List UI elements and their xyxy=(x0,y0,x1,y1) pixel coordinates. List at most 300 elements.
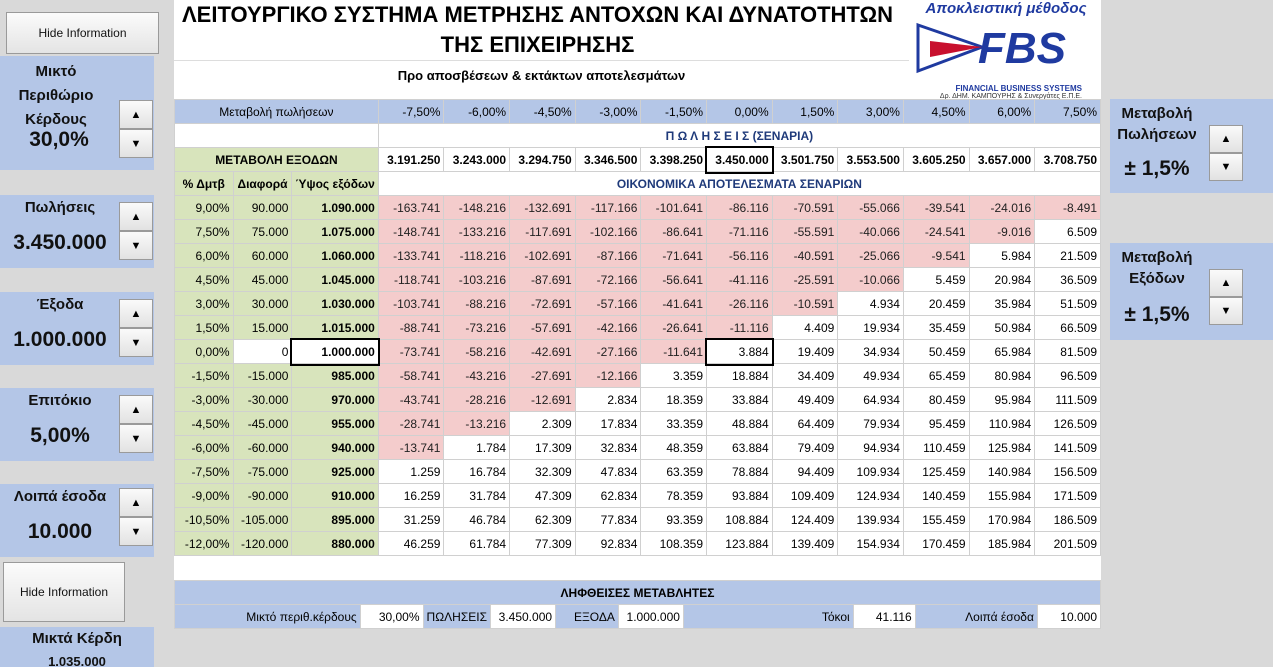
result-cell: 93.359 xyxy=(641,508,707,532)
table-row xyxy=(175,196,1101,220)
expense-change-label: ΜΕΤΑΒΟΛΗ ΕΞΟΔΩΝ xyxy=(175,148,379,172)
result-cell: -86.116 xyxy=(707,196,773,220)
result-cell: -70.591 xyxy=(772,196,838,220)
result-cell: -57.691 xyxy=(510,316,576,340)
result-cell: -25.591 xyxy=(772,268,838,292)
result-cell: -71.641 xyxy=(641,244,707,268)
expense-diff-cell: -105.000 xyxy=(233,508,292,532)
result-cell: 36.509 xyxy=(1035,268,1101,292)
expense-level-cell: 925.000 xyxy=(292,460,378,484)
expense-pct-cell: -4,50% xyxy=(175,412,234,436)
result-cell: 63.359 xyxy=(641,460,707,484)
spin-down-icon[interactable]: ▼ xyxy=(119,129,153,158)
expense-level-cell: 880.000 xyxy=(292,532,378,556)
result-cell: -27.166 xyxy=(575,340,641,364)
sales-change-panel-label: Μεταβολή Πωλήσεων xyxy=(1117,105,1197,143)
sales-scenario-value: 3.657.000 xyxy=(969,148,1035,172)
expense-level-cell: 895.000 xyxy=(292,508,378,532)
sales-assump-value: 3.450.000 xyxy=(491,605,556,629)
result-cell: 139.409 xyxy=(772,532,838,556)
result-cell: -42.166 xyxy=(575,316,641,340)
logo-company-name: FINANCIAL BUSINESS SYSTEMS xyxy=(955,84,1082,93)
sales-change-panel-value: ± 1,5% xyxy=(1124,157,1190,180)
result-cell: 4.409 xyxy=(772,316,838,340)
spin-down-icon[interactable]: ▼ xyxy=(119,328,153,357)
expense-diff-cell: 0 xyxy=(233,340,292,364)
result-cell: -9.016 xyxy=(969,220,1035,244)
gross-margin-value: 30,0% xyxy=(29,128,89,151)
table-row xyxy=(175,436,1101,460)
result-cell: 108.884 xyxy=(707,508,773,532)
spin-down-icon[interactable]: ▼ xyxy=(1209,297,1243,325)
expense-diff-cell: -45.000 xyxy=(233,412,292,436)
result-cell: 50.459 xyxy=(903,340,969,364)
result-cell: -102.166 xyxy=(575,220,641,244)
result-cell: 80.984 xyxy=(969,364,1035,388)
result-cell: -40.066 xyxy=(838,220,904,244)
result-cell: 32.834 xyxy=(575,436,641,460)
result-cell: -11.116 xyxy=(707,316,773,340)
result-cell: -73.741 xyxy=(378,340,444,364)
result-cell: 61.784 xyxy=(444,532,510,556)
result-cell: 49.409 xyxy=(772,388,838,412)
other-income-value: 10.000 xyxy=(27,520,93,543)
expense-level-cell: 1.015.000 xyxy=(292,316,378,340)
title-line-2: ΤΗΣ ΕΠΙΧΕΙΡΗΣΗΣ xyxy=(440,32,635,57)
table-row xyxy=(175,220,1101,244)
title-line-1: ΛΕΙΤΟΥΡΓΙΚΟ ΣΥΣΤΗΜΑ ΜΕΤΡΗΣΗΣ ΑΝΤΟΧΩΝ ΚΑΙ ΔΥΝΑΤΟΤΗΤΩΝ xyxy=(181,2,893,27)
expense-pct-cell: -3,00% xyxy=(175,388,234,412)
result-cell: 79.934 xyxy=(838,412,904,436)
result-cell: 5.459 xyxy=(903,268,969,292)
result-cell: 35.459 xyxy=(903,316,969,340)
sales-scenario-value: 3.294.750 xyxy=(510,148,576,172)
table-row xyxy=(175,244,1101,268)
expense-pct-cell: -1,50% xyxy=(175,364,234,388)
expense-pct-cell: 1,50% xyxy=(175,316,234,340)
result-cell: 64.409 xyxy=(772,412,838,436)
result-cell: 66.509 xyxy=(1035,316,1101,340)
expense-diff-cell: 90.000 xyxy=(233,196,292,220)
sales-change-cell: -6,00% xyxy=(444,100,510,124)
result-cell: 94.934 xyxy=(838,436,904,460)
result-cell: -86.641 xyxy=(641,220,707,244)
result-cell: -117.691 xyxy=(510,220,576,244)
spin-up-icon[interactable]: ▲ xyxy=(119,488,153,517)
table-row xyxy=(175,484,1101,508)
result-cell: 155.459 xyxy=(903,508,969,532)
pct-change-header: % Δμτβ xyxy=(175,172,234,196)
results-label: ΟΙΚΟΝΟΜΙΚΑ ΑΠΟΤΕΛΕΣΜΑΤΑ ΣΕΝΑΡΙΩΝ xyxy=(378,172,1100,196)
expense-pct-cell: 0,00% xyxy=(175,340,234,364)
gm-label: Μικτό περιθ.κέρδους xyxy=(175,605,361,629)
result-cell: 32.309 xyxy=(510,460,576,484)
result-cell: -132.691 xyxy=(510,196,576,220)
sales-value: 3.450.000 xyxy=(13,231,107,254)
expense-level-cell: 1.000.000 xyxy=(292,340,378,364)
result-cell: 185.984 xyxy=(969,532,1035,556)
result-cell: -40.591 xyxy=(772,244,838,268)
spin-down-icon[interactable]: ▼ xyxy=(119,517,153,546)
expense-diff-cell: 60.000 xyxy=(233,244,292,268)
gross-profit-value: 1.035.000 xyxy=(48,654,106,667)
result-cell: -118.216 xyxy=(444,244,510,268)
expense-level-cell: 970.000 xyxy=(292,388,378,412)
spin-up-icon[interactable]: ▲ xyxy=(119,395,153,424)
result-cell: 2.834 xyxy=(575,388,641,412)
result-cell: 93.884 xyxy=(707,484,773,508)
expenses-label: Έξοδα xyxy=(36,296,84,313)
spin-down-icon[interactable]: ▼ xyxy=(119,231,153,260)
sales-change-cell: 0,00% xyxy=(707,100,773,124)
result-cell: 17.309 xyxy=(510,436,576,460)
result-cell: -55.591 xyxy=(772,220,838,244)
result-cell: -8.491 xyxy=(1035,196,1101,220)
result-cell: -28.741 xyxy=(378,412,444,436)
sales-scenario-value: 3.346.500 xyxy=(575,148,641,172)
result-cell: 78.359 xyxy=(641,484,707,508)
expense-diff-cell: -120.000 xyxy=(233,532,292,556)
result-cell: 34.934 xyxy=(838,340,904,364)
result-cell: -87.691 xyxy=(510,268,576,292)
result-cell: 6.509 xyxy=(1035,220,1101,244)
sales-change-cell: -1,50% xyxy=(641,100,707,124)
exp-assump-label: ΕΞΟΔΑ xyxy=(556,605,619,629)
result-cell: 92.834 xyxy=(575,532,641,556)
result-cell: 48.359 xyxy=(641,436,707,460)
result-cell: -56.641 xyxy=(641,268,707,292)
result-cell: 63.884 xyxy=(707,436,773,460)
table-row xyxy=(175,412,1101,436)
result-cell: -148.216 xyxy=(444,196,510,220)
gm-value: 30,00% xyxy=(360,605,423,629)
sales-change-cell: -4,50% xyxy=(510,100,576,124)
sales-scenario-value: 3.243.000 xyxy=(444,148,510,172)
gross-margin-spinner[interactable] xyxy=(119,100,153,158)
result-cell: 35.984 xyxy=(969,292,1035,316)
expense-change-panel xyxy=(1110,243,1273,340)
sales-scenario-value: 3.398.250 xyxy=(641,148,707,172)
fbs-logo xyxy=(916,0,1096,100)
result-cell: 170.459 xyxy=(903,532,969,556)
expense-pct-cell: -12,00% xyxy=(175,532,234,556)
sales-change-cell: 6,00% xyxy=(969,100,1035,124)
result-cell: -27.691 xyxy=(510,364,576,388)
result-cell: -87.166 xyxy=(575,244,641,268)
exp-assump-value: 1.000.000 xyxy=(618,605,683,629)
expense-pct-cell: 3,00% xyxy=(175,292,234,316)
expense-change-panel-label: Μεταβολή Εξόδων xyxy=(1121,249,1193,287)
result-cell: 125.984 xyxy=(969,436,1035,460)
scenarios-table xyxy=(174,99,1101,556)
result-cell: -9.541 xyxy=(903,244,969,268)
result-cell: -43.216 xyxy=(444,364,510,388)
result-cell: 140.984 xyxy=(969,460,1035,484)
result-cell: 1.259 xyxy=(378,460,444,484)
result-cell: 47.309 xyxy=(510,484,576,508)
result-cell: 201.509 xyxy=(1035,532,1101,556)
table-row xyxy=(175,316,1101,340)
result-cell: 81.509 xyxy=(1035,340,1101,364)
sales-change-cell: 3,00% xyxy=(838,100,904,124)
result-cell: 156.509 xyxy=(1035,460,1101,484)
result-cell: 31.259 xyxy=(378,508,444,532)
result-cell: -71.116 xyxy=(707,220,773,244)
result-cell: 125.459 xyxy=(903,460,969,484)
result-cell: 155.984 xyxy=(969,484,1035,508)
result-cell: 95.459 xyxy=(903,412,969,436)
result-cell: 48.884 xyxy=(707,412,773,436)
result-cell: -28.216 xyxy=(444,388,510,412)
result-cell: -10.066 xyxy=(838,268,904,292)
result-cell: -56.116 xyxy=(707,244,773,268)
result-cell: -133.741 xyxy=(378,244,444,268)
expense-diff-cell: -90.000 xyxy=(233,484,292,508)
result-cell: -39.541 xyxy=(903,196,969,220)
gross-profit-label: Μικτά Κέρδη xyxy=(32,630,122,647)
result-cell: 110.984 xyxy=(969,412,1035,436)
result-cell: 109.409 xyxy=(772,484,838,508)
result-cell: 33.884 xyxy=(707,388,773,412)
expense-level-cell: 1.030.000 xyxy=(292,292,378,316)
result-cell: -72.166 xyxy=(575,268,641,292)
result-cell: -58.216 xyxy=(444,340,510,364)
assumptions-title: ΛΗΦΘΕΙΣΕΣ ΜΕΤΑΒΛΗΤΕΣ xyxy=(175,581,1101,605)
result-cell: 19.409 xyxy=(772,340,838,364)
result-cell: 109.934 xyxy=(838,460,904,484)
result-cell: 141.509 xyxy=(1035,436,1101,460)
table-row xyxy=(175,388,1101,412)
result-cell: 1.784 xyxy=(444,436,510,460)
expense-pct-cell: -6,00% xyxy=(175,436,234,460)
result-cell: 18.884 xyxy=(707,364,773,388)
result-cell: 79.409 xyxy=(772,436,838,460)
result-cell: -26.116 xyxy=(707,292,773,316)
result-cell: -41.641 xyxy=(641,292,707,316)
result-cell: -118.741 xyxy=(378,268,444,292)
interest-assump-label: Τόκοι xyxy=(683,605,853,629)
result-cell: -12.691 xyxy=(510,388,576,412)
sales-change-cell: -7,50% xyxy=(378,100,444,124)
result-cell: 3.359 xyxy=(641,364,707,388)
result-cell: 186.509 xyxy=(1035,508,1101,532)
sales-change-cell: 4,50% xyxy=(903,100,969,124)
result-cell: 17.834 xyxy=(575,412,641,436)
result-cell: 77.309 xyxy=(510,532,576,556)
interest-spinner[interactable] xyxy=(119,395,153,453)
table-row xyxy=(175,268,1101,292)
result-cell: -26.641 xyxy=(641,316,707,340)
hide-information-button-bottom[interactable]: Hide Information xyxy=(3,562,125,622)
spin-up-icon[interactable]: ▲ xyxy=(1209,125,1243,153)
sales-scenario-value: 3.553.500 xyxy=(838,148,904,172)
expense-diff-cell: 75.000 xyxy=(233,220,292,244)
table-row xyxy=(175,340,1101,364)
result-cell: 95.984 xyxy=(969,388,1035,412)
result-cell: 20.459 xyxy=(903,292,969,316)
result-cell: 65.984 xyxy=(969,340,1035,364)
sales-scenario-value: 3.501.750 xyxy=(772,148,838,172)
spin-up-icon[interactable]: ▲ xyxy=(119,100,153,129)
logo-method-text: Αποκλειστική μέθοδος xyxy=(925,0,1087,17)
result-cell: -11.641 xyxy=(641,340,707,364)
result-cell: -24.541 xyxy=(903,220,969,244)
expense-change-spinner[interactable] xyxy=(1209,269,1243,325)
expense-change-panel-value: ± 1,5% xyxy=(1124,303,1190,326)
result-cell: 2.309 xyxy=(510,412,576,436)
result-cell: 19.934 xyxy=(838,316,904,340)
result-cell: 140.459 xyxy=(903,484,969,508)
table-row xyxy=(175,364,1101,388)
result-cell: 139.934 xyxy=(838,508,904,532)
spin-up-icon[interactable]: ▲ xyxy=(119,299,153,328)
result-cell: 64.934 xyxy=(838,388,904,412)
expense-level-cell: 1.045.000 xyxy=(292,268,378,292)
expense-diff-cell: -60.000 xyxy=(233,436,292,460)
sales-change-cell: 1,50% xyxy=(772,100,838,124)
result-cell: -42.691 xyxy=(510,340,576,364)
gross-profit-panel xyxy=(0,627,154,667)
spreadsheet-area xyxy=(174,0,1101,628)
result-cell: 78.884 xyxy=(707,460,773,484)
sales-scenario-value: 3.191.250 xyxy=(378,148,444,172)
other-assump-label: Λοιπά έσοδα xyxy=(915,605,1037,629)
table-row xyxy=(175,508,1101,532)
result-cell: -57.166 xyxy=(575,292,641,316)
result-cell: -148.741 xyxy=(378,220,444,244)
result-cell: 51.509 xyxy=(1035,292,1101,316)
result-cell: 5.984 xyxy=(969,244,1035,268)
result-cell: -24.016 xyxy=(969,196,1035,220)
result-cell: 62.834 xyxy=(575,484,641,508)
result-cell: 80.459 xyxy=(903,388,969,412)
table-row xyxy=(175,292,1101,316)
result-cell: -72.691 xyxy=(510,292,576,316)
sales-scenario-value: 3.708.750 xyxy=(1035,148,1101,172)
gross-margin-label: Μικτό Περιθώριο Κέρδους xyxy=(18,63,94,128)
result-cell: 123.884 xyxy=(707,532,773,556)
page-subtitle: Προ αποσβέσεων & εκτάκτων αποτελεσμάτων xyxy=(397,68,686,83)
result-cell: 110.459 xyxy=(903,436,969,460)
result-cell: 65.459 xyxy=(903,364,969,388)
expense-level-cell: 955.000 xyxy=(292,412,378,436)
expense-level-cell: 1.060.000 xyxy=(292,244,378,268)
result-cell: -103.216 xyxy=(444,268,510,292)
sales-change-cell: -3,00% xyxy=(575,100,641,124)
result-cell: -163.741 xyxy=(378,196,444,220)
result-cell: -25.066 xyxy=(838,244,904,268)
result-cell: 124.409 xyxy=(772,508,838,532)
expenses-value: 1.000.000 xyxy=(13,328,107,351)
result-cell: -103.741 xyxy=(378,292,444,316)
expense-level-cell: 1.090.000 xyxy=(292,196,378,220)
fbs-logo-icon xyxy=(916,17,1096,79)
result-cell: 77.834 xyxy=(575,508,641,532)
assumptions-table xyxy=(174,580,1101,629)
result-cell: -55.066 xyxy=(838,196,904,220)
expense-pct-cell: -10,50% xyxy=(175,508,234,532)
sales-scenarios-label: Π Ω Λ Η Σ Ε Ι Σ (ΣΕΝΑΡΙΑ) xyxy=(378,124,1100,148)
expenses-spinner[interactable] xyxy=(119,299,153,357)
table-row xyxy=(175,532,1101,556)
expense-level-cell: 940.000 xyxy=(292,436,378,460)
result-cell: 124.934 xyxy=(838,484,904,508)
interest-label: Επιτόκιο xyxy=(28,392,92,409)
result-cell: 94.409 xyxy=(772,460,838,484)
result-cell: -43.741 xyxy=(378,388,444,412)
result-cell: -13.741 xyxy=(378,436,444,460)
result-cell: 46.784 xyxy=(444,508,510,532)
result-cell: -88.741 xyxy=(378,316,444,340)
result-cell: -73.216 xyxy=(444,316,510,340)
interest-value: 5,00% xyxy=(30,424,90,447)
result-cell: -10.591 xyxy=(772,292,838,316)
expense-pct-cell: 9,00% xyxy=(175,196,234,220)
spin-down-icon[interactable]: ▼ xyxy=(1209,153,1243,181)
expense-level-cell: 910.000 xyxy=(292,484,378,508)
result-cell: 50.984 xyxy=(969,316,1035,340)
expense-diff-cell: -75.000 xyxy=(233,460,292,484)
expense-pct-cell: -9,00% xyxy=(175,484,234,508)
result-cell: -58.741 xyxy=(378,364,444,388)
spin-up-icon[interactable]: ▲ xyxy=(119,202,153,231)
result-cell: 18.359 xyxy=(641,388,707,412)
expense-diff-cell: 45.000 xyxy=(233,268,292,292)
sales-scenario-value: 3.605.250 xyxy=(903,148,969,172)
result-cell: 47.834 xyxy=(575,460,641,484)
spin-up-icon[interactable]: ▲ xyxy=(1209,269,1243,297)
sales-spinner[interactable] xyxy=(119,202,153,260)
result-cell: 96.509 xyxy=(1035,364,1101,388)
expense-diff-cell: -30.000 xyxy=(233,388,292,412)
result-cell: 34.409 xyxy=(772,364,838,388)
logo-author: Δρ. ΔΗΜ. ΚΑΜΠΟΥΡΗΣ & Συνεργάτες Ε.Π.Ε. xyxy=(939,93,1082,100)
result-cell: 111.509 xyxy=(1035,388,1101,412)
result-cell: 62.309 xyxy=(510,508,576,532)
result-cell: -117.166 xyxy=(575,196,641,220)
result-cell: -133.216 xyxy=(444,220,510,244)
sales-label: Πωλήσεις xyxy=(24,199,96,216)
expense-pct-cell: 4,50% xyxy=(175,268,234,292)
result-cell: 33.359 xyxy=(641,412,707,436)
other-income-spinner[interactable] xyxy=(119,488,153,546)
sales-change-label: Μεταβολή πωλήσεων xyxy=(175,100,379,124)
sales-scenario-value: 3.450.000 xyxy=(707,148,773,172)
result-cell: 20.984 xyxy=(969,268,1035,292)
sales-change-spinner[interactable] xyxy=(1209,125,1243,181)
result-cell: 46.259 xyxy=(378,532,444,556)
result-cell: 3.884 xyxy=(707,340,773,364)
sales-change-panel xyxy=(1110,99,1273,193)
result-cell: -88.216 xyxy=(444,292,510,316)
expense-pct-cell: 7,50% xyxy=(175,220,234,244)
difference-header: Διαφορά xyxy=(233,172,292,196)
page-title xyxy=(174,0,901,60)
result-cell: 4.934 xyxy=(838,292,904,316)
result-cell: 108.359 xyxy=(641,532,707,556)
table-row xyxy=(175,460,1101,484)
expense-diff-cell: 30.000 xyxy=(233,292,292,316)
hide-information-button-top[interactable]: Hide Information xyxy=(6,12,159,54)
expense-level-cell: 985.000 xyxy=(292,364,378,388)
sales-change-cell: 7,50% xyxy=(1035,100,1101,124)
result-cell: 49.934 xyxy=(838,364,904,388)
result-cell: -12.166 xyxy=(575,364,641,388)
expense-level-cell: 1.075.000 xyxy=(292,220,378,244)
spin-down-icon[interactable]: ▼ xyxy=(119,424,153,453)
result-cell: -101.641 xyxy=(641,196,707,220)
result-cell: 171.509 xyxy=(1035,484,1101,508)
